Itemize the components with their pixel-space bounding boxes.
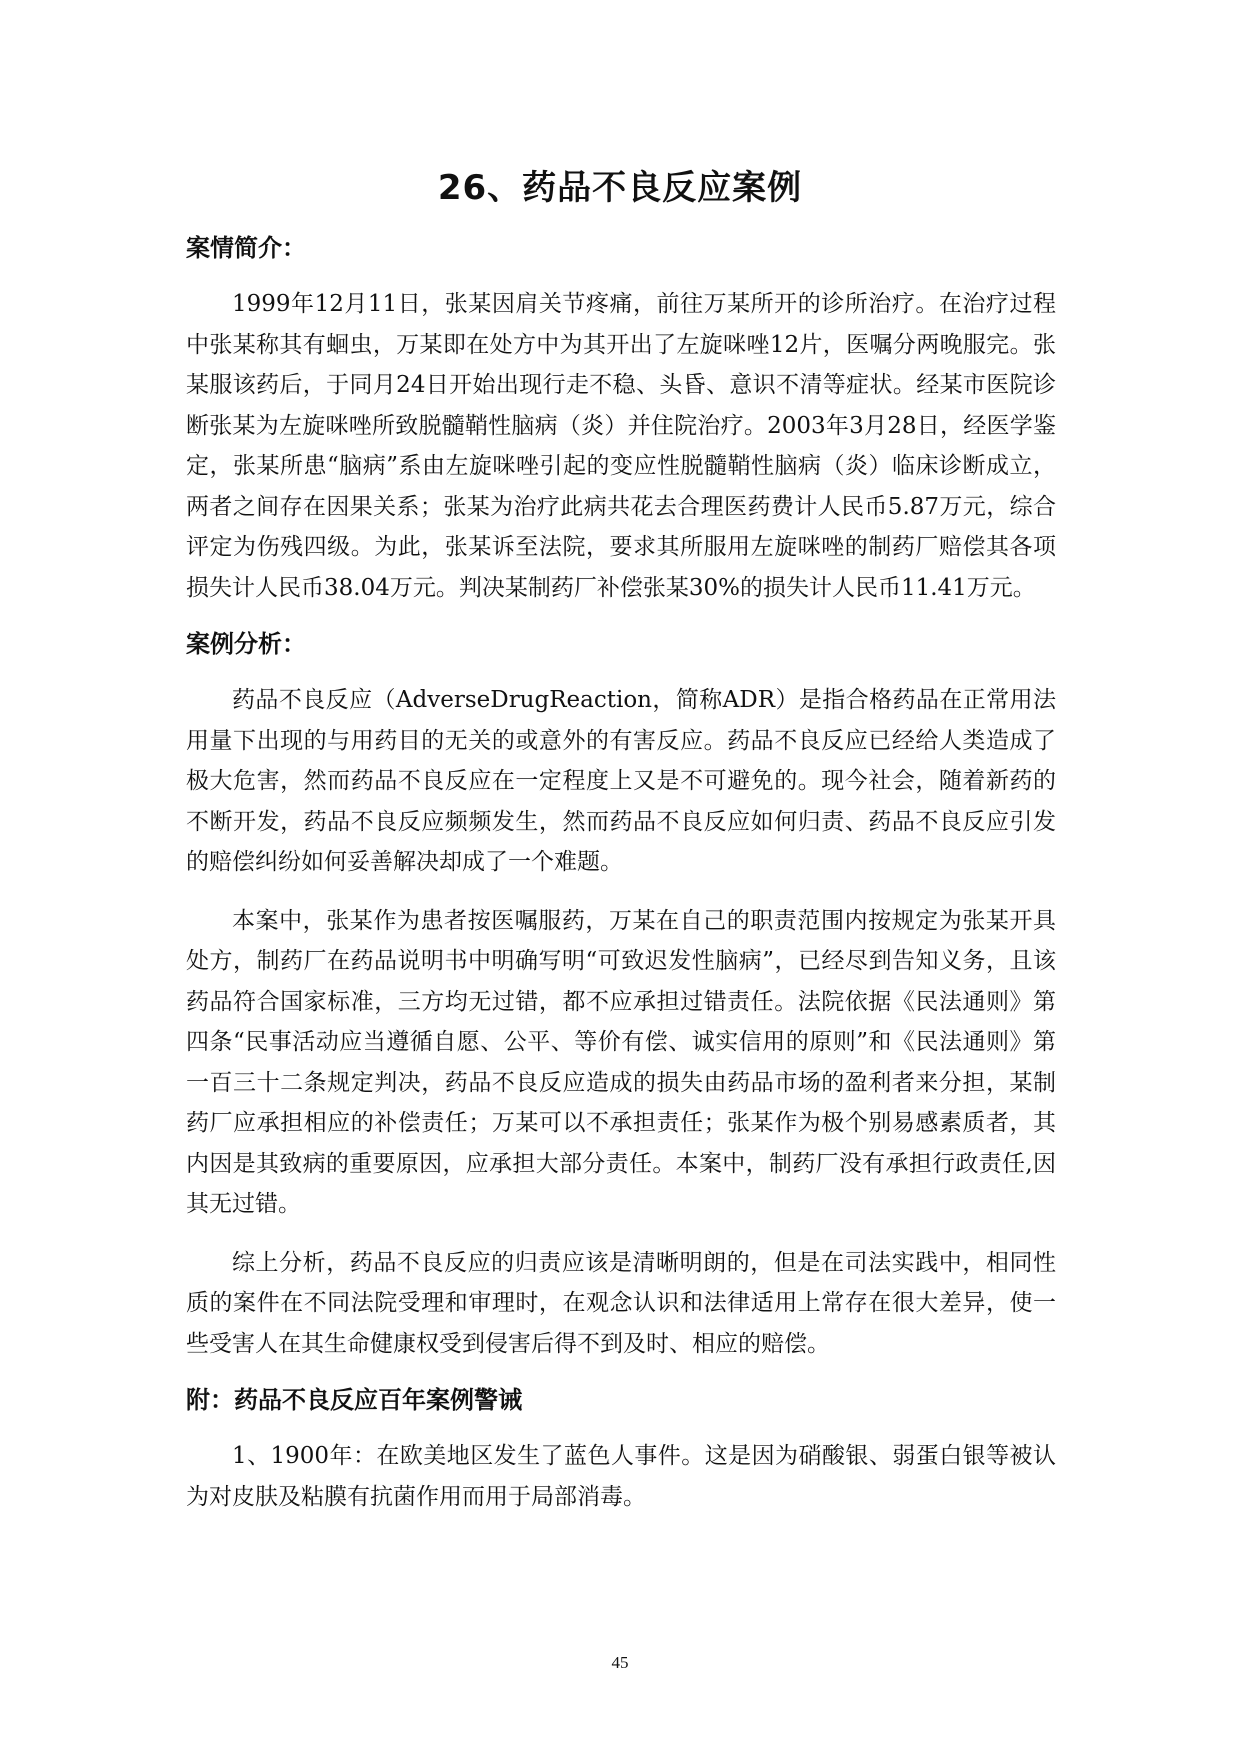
appendix-item-1: 1、1900年：在欧美地区发生了蓝色人事件。这是因为硝酸银、弱蛋白银等被认为对皮肤及粘膜有抗菌作用而用于局部消毒。 — [186, 1443, 1056, 1510]
page-number: 45 — [611, 1653, 629, 1672]
case-intro-paragraph: 1999年12月11日，张某因肩关节疼痛，前往万某所开的诊所治疗。在治疗过程中张某称其有蛔虫，万某即在处方中为其开出了左旋咪唑12片，医嘱分两晚服完。张某服该药后，于同月24日开始出现行走不稳、头昏、意识不清等症状。经某市医院诊断张某为左旋咪唑所致脱髓鞘性脑病（炎）并住院治疗。2003年3月28日，经医学鉴定，张某所患“脑病”系由左旋咪唑引起的变应性脱髓鞘性脑病（炎）临床诊断成立，两者之间存在因果关系；张某为治疗此病共花去合理医药费计人民币5.87万元，综合评定为伤残四级。为此，张某诉至法院，要求其所服用左旋咪唑的制药厂赔偿其各项损失计人民币38.04万元。判决某制药厂补偿张某30%的损失计人民币11.41万元。 — [186, 291, 1056, 601]
page-title: 26、药品不良反应案例 — [437, 168, 803, 208]
section-heading-case-analysis: 案例分析： — [186, 630, 306, 658]
case-analysis-paragraph-2: 本案中，张某作为患者按医嘱服药，万某在自己的职责范围内按规定为张某开具处方，制药厂在药品说明书中明确写明“可致迟发性脑病”，已经尽到告知义务，且该药品符合国家标准，三方均无过错，都不应承担过错责任。法院依据《民法通则》第四条“民事活动应当遵循自愿、公平、等价有偿、诚实信用的原则”和《民法通则》第一百三十二条规定判决，药品不良反应造成的损失由药品市场的盈利者来分担，某制药厂应承担相应的补偿责任；万某可以不承担责任；张某作为极个别易感素质者，其内因是其致病的重要原因，应承担大部分责任。本案中，制药厂没有承担行政责任,因其无过错。 — [186, 907, 1056, 1217]
document-body — [186, 230, 1056, 1531]
section-heading-case-intro: 案情简介： — [186, 234, 306, 262]
section-heading-appendix: 附：药品不良反应百年案例警诫 — [186, 1386, 522, 1414]
case-analysis-paragraph-1: 药品不良反应（AdverseDrugReaction，简称ADR）是指合格药品在正常用法用量下出现的与用药目的无关的或意外的有害反应。药品不良反应已经给人类造成了极大危害，然而药品不良反应在一定程度上又是不可避免的。现今社会，随着新药的不断开发，药品不良反应频频发生，然而药品不良反应如何归责、药品不良反应引发的赔偿纠纷如何妥善解决却成了一个难题。 — [186, 687, 1056, 875]
case-analysis-paragraph-3: 综上分析，药品不良反应的归责应该是清晰明朗的，但是在司法实践中，相同性质的案件在不同法院受理和审理时，在观念认识和法律适用上常存在很大差异，使一些受害人在其生命健康权受到侵害后得不到及时、相应的赔偿。 — [186, 1249, 1056, 1357]
